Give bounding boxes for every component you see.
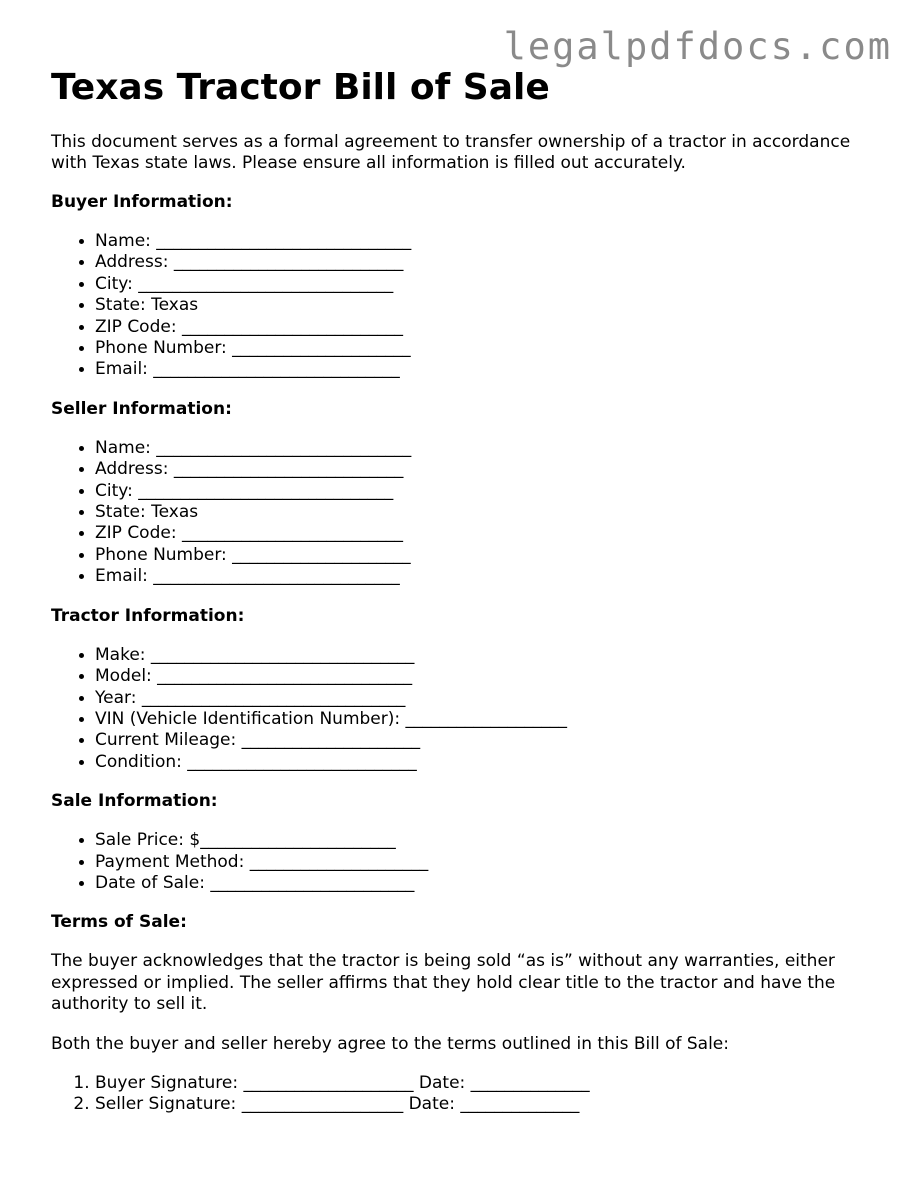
intro-paragraph: This document serves as a formal agreement to transfer ownership of a tractor in accordance with Texas state laws. Please ensure all information is filled out accurately. [51, 132, 851, 173]
terms-heading: Terms of Sale: [51, 912, 187, 933]
tractor-mileage-line: • Current Mileage: _____________________ [95, 730, 871, 751]
buyer-email-line: • Email: _____________________________ [95, 359, 871, 380]
tractor-vin-line: • VIN (Vehicle Identification Number): ___________________ [95, 709, 871, 730]
sale-date-line: • Date of Sale: ________________________ [95, 873, 871, 894]
seller-list [51, 438, 871, 588]
buyer-address-line: • Address: ___________________________ [95, 252, 871, 273]
buyer-phone-line: • Phone Number: _____________________ [95, 338, 871, 359]
tractor-list [51, 645, 871, 773]
sale-heading: Sale Information: [51, 791, 218, 812]
sale-list [51, 830, 871, 894]
buyer-heading: Buyer Information: [51, 192, 233, 212]
seller-email-line: • Email: _____________________________ [95, 566, 871, 587]
payment-method-line: • Payment Method: _____________________ [95, 852, 871, 873]
buyer-list [51, 231, 871, 381]
seller-state-line: • State: Texas [95, 502, 871, 523]
seller-name-line: • Name: ______________________________ [95, 438, 871, 459]
seller-address-line: • Address: ___________________________ [95, 459, 871, 480]
tractor-year-line: • Year: _______________________________ [95, 688, 871, 709]
signature-list [51, 1073, 871, 1116]
seller-signature-line: 2. Seller Signature: ___________________ Date: ______________ [95, 1094, 871, 1115]
terms-paragraph: The buyer acknowledges that the tractor is being sold “as is” without any warranties, either expressed or implied. The seller affirms that they hold clear title to the tractor and have the authority to sell it. [51, 951, 836, 1015]
buyer-name-line: • Name: ______________________________ [95, 231, 871, 252]
buyer-signature-line: 1. Buyer Signature: ____________________ Date: ______________ [95, 1073, 871, 1094]
seller-zip-line: • ZIP Code: __________________________ [95, 523, 871, 544]
tractor-make-line: • Make: _______________________________ [95, 645, 871, 666]
buyer-zip-line: • ZIP Code: __________________________ [95, 317, 871, 338]
document-page [51, 66, 871, 1116]
seller-phone-line: • Phone Number: _____________________ [95, 545, 871, 566]
seller-heading: Seller Information: [51, 398, 232, 419]
watermark: legalpdfdocs.com [503, 25, 892, 68]
tractor-model-line: • Model: ______________________________ [95, 666, 871, 687]
buyer-city-line: • City: ______________________________ [95, 274, 871, 295]
tractor-condition-line: • Condition: ___________________________ [95, 752, 871, 773]
page-title: Texas Tractor Bill of Sale [51, 67, 550, 108]
buyer-state-line: • State: Texas [95, 295, 871, 316]
seller-city-line: • City: ______________________________ [95, 481, 871, 502]
tractor-heading: Tractor Information: [51, 605, 245, 626]
agreement-paragraph: Both the buyer and seller hereby agree to the terms outlined in this Bill of Sale: [51, 1033, 729, 1054]
sale-price-line: • Sale Price: $_______________________ [95, 830, 871, 851]
